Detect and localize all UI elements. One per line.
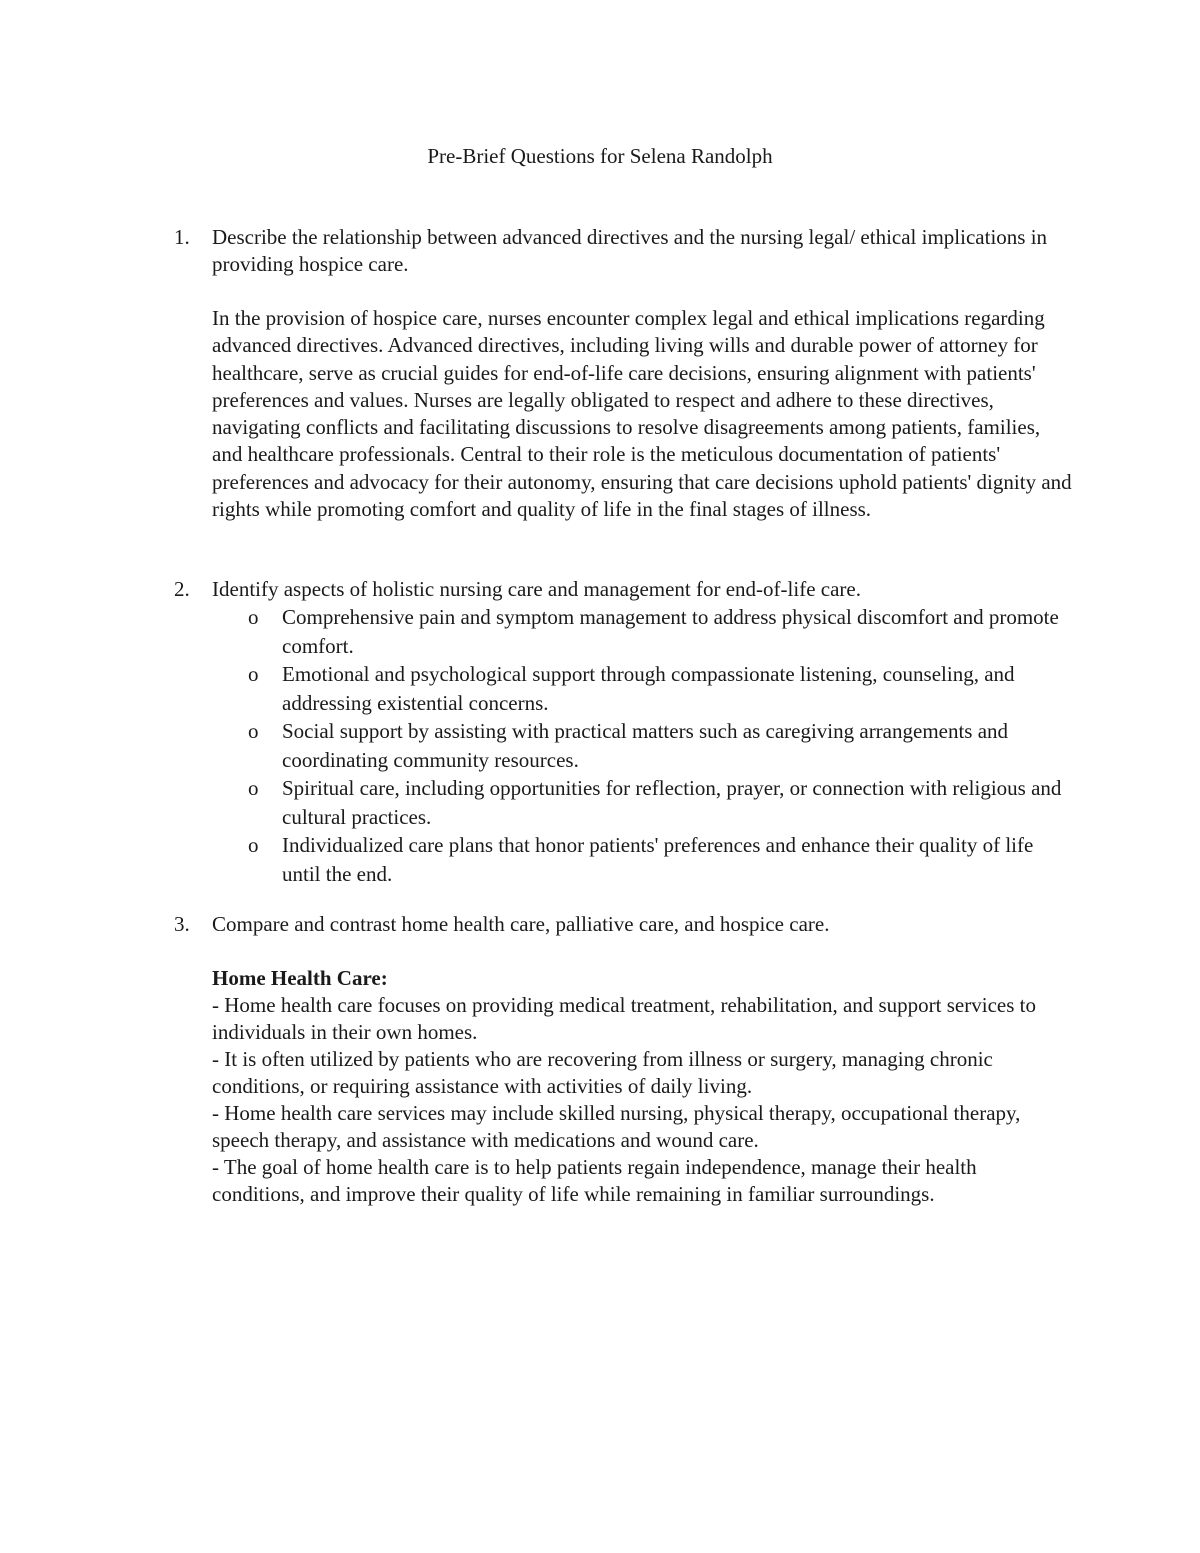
list-item xyxy=(212,831,1074,888)
list-item xyxy=(212,660,1074,717)
question-prompt: Compare and contrast home health care, palliative care, and hospice care. xyxy=(212,912,830,936)
list-item xyxy=(212,717,1074,774)
bullet-marker: o xyxy=(248,662,259,686)
document-title: Pre-Brief Questions for Selena Randolph xyxy=(427,144,773,168)
list-item xyxy=(212,603,1074,660)
bullet-text: Spiritual care, including opportunities for reflection, prayer, or connection with religious and cultural practices. xyxy=(282,776,1062,829)
question-2 xyxy=(174,576,1074,888)
list-item xyxy=(212,774,1074,831)
section-line: - It is often utilized by patients who are recovering from illness or surgery, managing chronic conditions, or requiring assistance with activities of daily living. xyxy=(212,1047,993,1098)
question-answer: In the provision of hospice care, nurses encounter complex legal and ethical implications regarding advanced directives. Advanced directives, including living wills and durable power of attorney for healthcare, serve as crucial guides for end-of-life care decisions, ensuring alignment with patients' preferences and values. Nurses are legally obligated to respect and adhere to these directives, navigating conflicts and facilitating discussions to resolve disagreements among patients, families, and healthcare professionals. Central to their role is the meticulous documentation of patients' preferences and advocacy for their autonomy, ensuring that care decisions uphold patients' dignity and rights while promoting comfort and quality of life in the final stages of illness. xyxy=(212,306,1072,522)
question-number: 1. xyxy=(174,225,190,249)
bullet-marker: o xyxy=(248,776,259,800)
question-number: 2. xyxy=(174,577,190,601)
section-line: - Home health care services may include skilled nursing, physical therapy, occupational therapy, speech therapy, and assistance with medications and wound care. xyxy=(212,1101,1021,1152)
bullet-text: Social support by assisting with practical matters such as caregiving arrangements and coordinating community resources. xyxy=(282,719,1009,772)
question-prompt: Identify aspects of holistic nursing care and management for end-of-life care. xyxy=(212,577,861,601)
bullet-marker: o xyxy=(248,605,259,629)
question-1 xyxy=(174,224,1074,523)
bullet-marker: o xyxy=(248,719,259,743)
bullet-text: Emotional and psychological support through compassionate listening, counseling, and addressing existential concerns. xyxy=(282,662,1015,715)
question-number: 3. xyxy=(174,912,190,936)
bullet-marker: o xyxy=(248,833,259,857)
question-3 xyxy=(174,911,1074,1208)
section-line: - Home health care focuses on providing medical treatment, rehabilitation, and support services to individuals in their own homes. xyxy=(212,993,1036,1044)
bullet-list xyxy=(174,603,1074,888)
section-line: - The goal of home health care is to help patients regain independence, manage their health conditions, and improve their quality of life while remaining in familiar surroundings. xyxy=(212,1155,977,1206)
bullet-text: Comprehensive pain and symptom management to address physical discomfort and promote comfort. xyxy=(282,605,1059,658)
question-prompt: Describe the relationship between advanced directives and the nursing legal/ ethical implications in providing hospice care. xyxy=(212,225,1048,276)
bullet-text: Individualized care plans that honor patients' preferences and enhance their quality of life until the end. xyxy=(282,833,1034,886)
section-heading: Home Health Care: xyxy=(212,966,388,990)
